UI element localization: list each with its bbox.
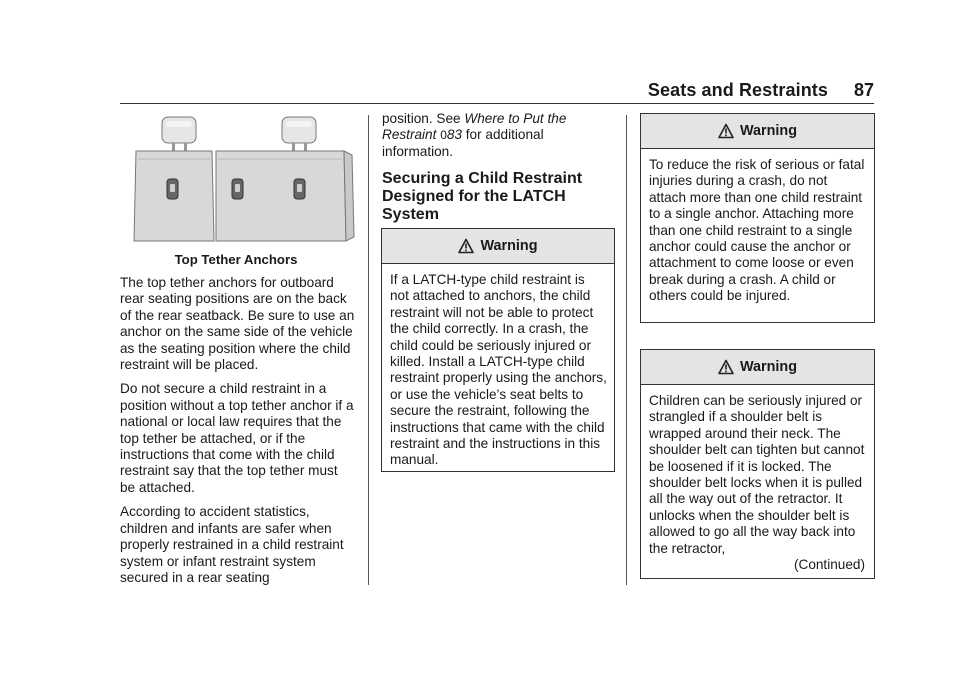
continuation-suffix: for additional information. — [382, 127, 544, 159]
column-1 — [120, 275, 356, 594]
xref-icon: 0 — [440, 128, 447, 143]
warning-title: Warning — [739, 359, 798, 375]
warning-triangle-icon — [458, 238, 474, 254]
running-header — [0, 78, 874, 104]
tether-anchor-center — [232, 179, 243, 199]
rear-seatback-tether-anchors-illustration — [130, 115, 362, 245]
section-title: Seats and Restraints — [647, 80, 828, 100]
warning-body: To reduce the risk of serious or fatal injuries during a crash, do not attach more than one child restraint to a single anchor. Attaching more than one child restraint to a single anchor could cause the anchor or attachment to come loose or even break during a crash. A child or others could be injured. — [649, 157, 865, 304]
column-divider-2 — [626, 115, 627, 585]
warning-title: Warning — [480, 238, 538, 254]
column-2 — [382, 111, 614, 238]
page-number: 87 — [853, 80, 874, 100]
warning-header — [382, 229, 614, 264]
warning-body: Children can be seriously injured or strangled if a shoulder belt is wrapped around their neck. The shoulder belt can tighten but cannot be loosened if it is locked. The shoulder belt locks when it is pulled all the way out of the retractor. It unlocks when the shoulder belt is allowed to go all the way back into the retractor, — [649, 393, 865, 556]
paragraph: The top tether anchors for outboard rear seating positions are on the back of the rear seatback. Be sure to use an anchor on the same side of the vehicle as the seating position where the child restraint will be placed. — [120, 275, 355, 373]
top-tether-anchors-figure — [130, 115, 362, 245]
warning-triangle-icon — [718, 359, 734, 375]
warning-box-shoulder-belt — [640, 349, 875, 579]
warning-box-single-anchor — [640, 113, 875, 323]
column-divider-1 — [368, 115, 369, 585]
figure-caption: Top Tether Anchors — [174, 252, 298, 267]
continuation-paragraph — [382, 111, 614, 160]
paragraph: According to accident statistics, children and infants are safer when properly restrained in a child restraint system or infant restraint system secured in a rear seating — [120, 504, 344, 585]
continued-label: (Continued) — [793, 557, 865, 572]
paragraph: Do not secure a child restraint in a position without a top tether anchor if a national or local law requires that the top tether be attached, or if the instructions that come with the child restraint say that the top tether must be attached. — [120, 381, 354, 495]
xref-page[interactable]: 83 — [446, 127, 462, 143]
warning-header — [641, 114, 874, 149]
section-heading: Securing a Child Restraint Designed for the LATCH System — [382, 170, 583, 224]
warning-body: If a LATCH-type child restraint is not attached to anchors, the child restraint will not be able to protect the child correctly. In a crash, the child could be seriously injured or killed. Install a LATCH-type child restraint properly using the anchors, or use the vehicle’s seat belts to secure the restraint, following the instructions that came with the child restraint and the instructions in this manual. — [390, 272, 607, 468]
xref-title[interactable]: Where to Put the Restraint — [382, 111, 567, 143]
warning-header — [641, 350, 874, 385]
header-rule — [120, 103, 874, 104]
tether-anchor-right — [294, 179, 305, 199]
warning-triangle-icon — [718, 123, 734, 139]
warning-title: Warning — [739, 123, 798, 139]
continuation-prefix: position. See — [382, 111, 465, 126]
warning-box-latch — [381, 228, 615, 472]
tether-anchor-left — [167, 179, 178, 199]
